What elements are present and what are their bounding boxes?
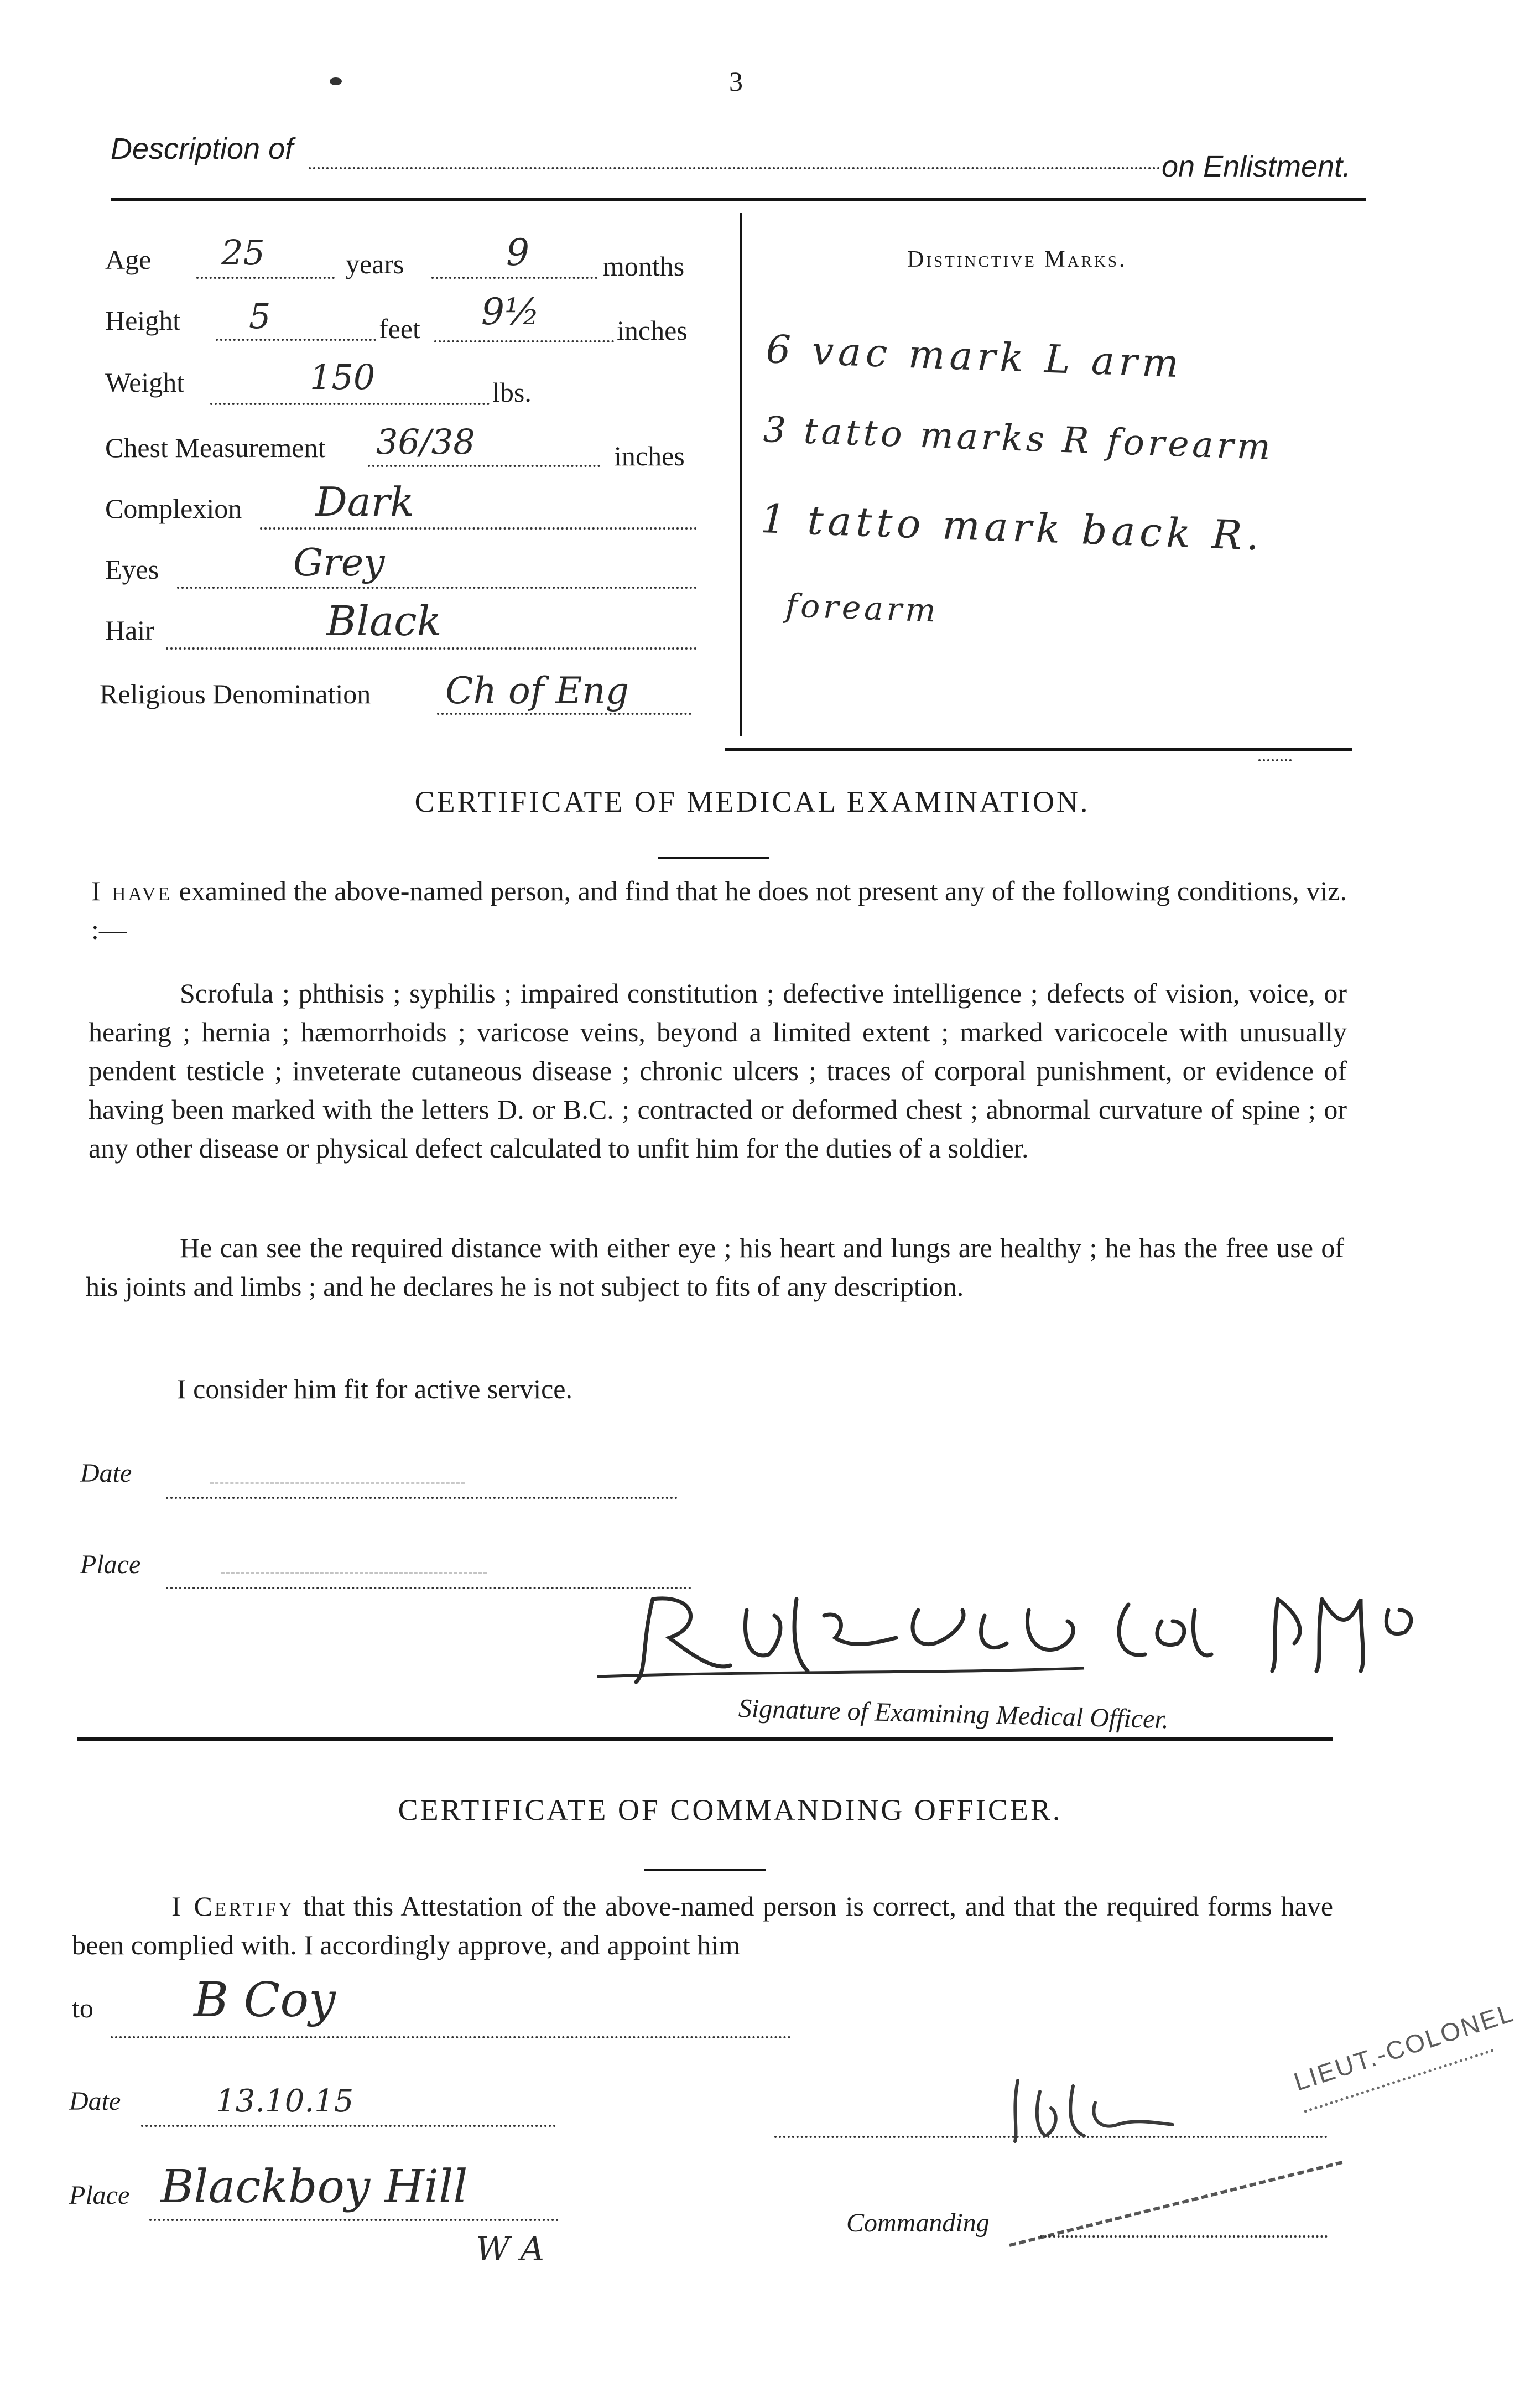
commanding-place-value-2: W A [476, 2230, 545, 2269]
height-feet-line [216, 339, 376, 341]
eyes-label: Eyes [105, 554, 159, 585]
medical-heading: CERTIFICATE OF MEDICAL EXAMINATION. [414, 785, 1090, 818]
religion-line [437, 713, 691, 715]
complexion-line [260, 527, 697, 530]
weight-label: Weight [105, 367, 185, 398]
header-rule [111, 198, 1366, 201]
particulars-bottom-dots [1258, 759, 1292, 761]
stamp-text: LIEUT.-COLONEL [1290, 1997, 1518, 2096]
hair-value: Black [326, 598, 442, 645]
chest-measurement-label: Chest Measurement [105, 432, 326, 463]
distinctive-mark-line-1: 6 vac mark L arm [765, 326, 1184, 387]
height-inches-line [434, 340, 614, 342]
column-divider [740, 213, 742, 736]
eyes-line [177, 587, 697, 589]
commanding-line [1040, 2235, 1328, 2238]
lieut-colonel-stamp [1283, 1975, 1525, 2168]
commanding-certify [72, 1887, 1333, 1964]
age-label: Age [105, 244, 152, 275]
description-of-dotted-line [309, 167, 1160, 169]
chest-line [368, 465, 600, 467]
chest-inches-label: inches [614, 440, 685, 471]
commanding-date-label: Date [69, 2087, 121, 2116]
hair-line [166, 647, 697, 650]
complexion-value: Dark [315, 479, 414, 525]
on-enlistment-label: on Enlistment. [1162, 150, 1351, 183]
commanding-place-value: Blackboy Hill [160, 2161, 468, 2213]
commanding-heading: CERTIFICATE OF COMMANDING OFFICER. [398, 1793, 1063, 1826]
medical-intro-lead: I have [91, 875, 172, 906]
complexion-label: Complexion [105, 493, 242, 524]
medical-signature-label: Signature of Examining Medical Officer. [738, 1694, 1169, 1735]
page-number: 3 [729, 66, 743, 97]
height-label: Height [105, 305, 181, 336]
commanding-date-value: 13.10.15 [216, 2083, 354, 2119]
distinctive-mark-line-4: forearm [784, 587, 940, 630]
appoint-to-line [111, 2036, 791, 2038]
medical-conditions: Scrofula ; phthisis ; syphilis ; impaired constitution ; defective intelligence ; defects of vision, voice, or hearing ; hernia ; hæmorrhoids ; varicose veins, beyond a limited extent ; marked varicocele with unusually pendent testicle ; inveterate cutaneous disease ; chronic ulcers ; traces of corporal punishment, or evidence of having been marked with the letters D. or B.C. ; contracted or deformed chest ; abnormal curvature of spine ; or any other disease or physical defect calculated to unfit him for the duties of a soldier. [89, 978, 1347, 1164]
medical-bottom-rule [77, 1737, 1333, 1741]
weight-line [210, 403, 490, 405]
medical-date-faint-writing [210, 1469, 465, 1484]
medical-place-label: Place [80, 1550, 141, 1579]
medical-health: He can see the required distance with either eye ; his heart and lungs are healthy ; he has the free use of his joints and limbs ; and he declares he is not subject to fits of any description. [86, 1232, 1344, 1302]
chest-value: 36/38 [376, 422, 475, 462]
months-label: months [603, 251, 685, 282]
medical-date-label: Date [80, 1459, 132, 1488]
religious-denomination-label: Religious Denomination [100, 678, 371, 709]
hair-label: Hair [105, 615, 154, 646]
medical-place-faint-writing [221, 1558, 487, 1574]
commanding-certify-rest: that this Attestation of the above-named person is correct, and that the required forms have been complied with. I accordingly approve, and appoint him [72, 1891, 1334, 1960]
commanding-place-label: Place [69, 2181, 130, 2210]
medical-intro [91, 871, 1347, 949]
weight-value: 150 [310, 357, 376, 397]
feet-label: feet [379, 313, 420, 344]
particulars-bottom-rule [725, 748, 1352, 751]
age-months-value: 9 [506, 231, 529, 274]
medical-fit: I consider him fit for active service. [177, 1373, 572, 1404]
medical-officer-signature [586, 1577, 1449, 1704]
commanding-certify-lead: I Certify [171, 1891, 295, 1922]
commanding-label: Commanding [846, 2208, 990, 2238]
distinctive-mark-line-3: 1 tatto mark back R. [759, 495, 1264, 559]
age-years-line [196, 277, 335, 279]
distinctive-marks-heading: Distinctive Marks. [907, 247, 1127, 272]
commanding-officer-signature [1007, 2069, 1195, 2152]
age-years-value: 25 [221, 232, 265, 273]
ink-speck [330, 77, 342, 85]
commanding-place-line [149, 2219, 559, 2221]
inches-label: inches [617, 315, 688, 346]
medical-intro-rest: examined the above-named person, and find that he does not present any of the following conditions, viz. :— [91, 875, 1347, 945]
years-label: years [346, 248, 404, 279]
distinctive-mark-line-2: 3 tatto marks R forearm [762, 409, 1275, 469]
age-months-line [431, 277, 597, 279]
appoint-to-label: to [72, 1992, 93, 2023]
stamp-dashed-stroke [1009, 2161, 1342, 2247]
height-inches-value: 9½ [481, 290, 540, 333]
appoint-to-value: B Coy [194, 1973, 336, 2028]
medical-heading-underline [658, 857, 769, 859]
description-of-label: Description of [111, 132, 294, 165]
medical-date-line [166, 1497, 678, 1499]
religion-value: Ch of Eng [445, 670, 629, 712]
commanding-heading-underline [644, 1869, 766, 1871]
eyes-value: Grey [293, 541, 385, 585]
lbs-label: lbs. [492, 377, 532, 408]
height-feet-value: 5 [249, 296, 271, 336]
commanding-date-line [141, 2125, 556, 2127]
